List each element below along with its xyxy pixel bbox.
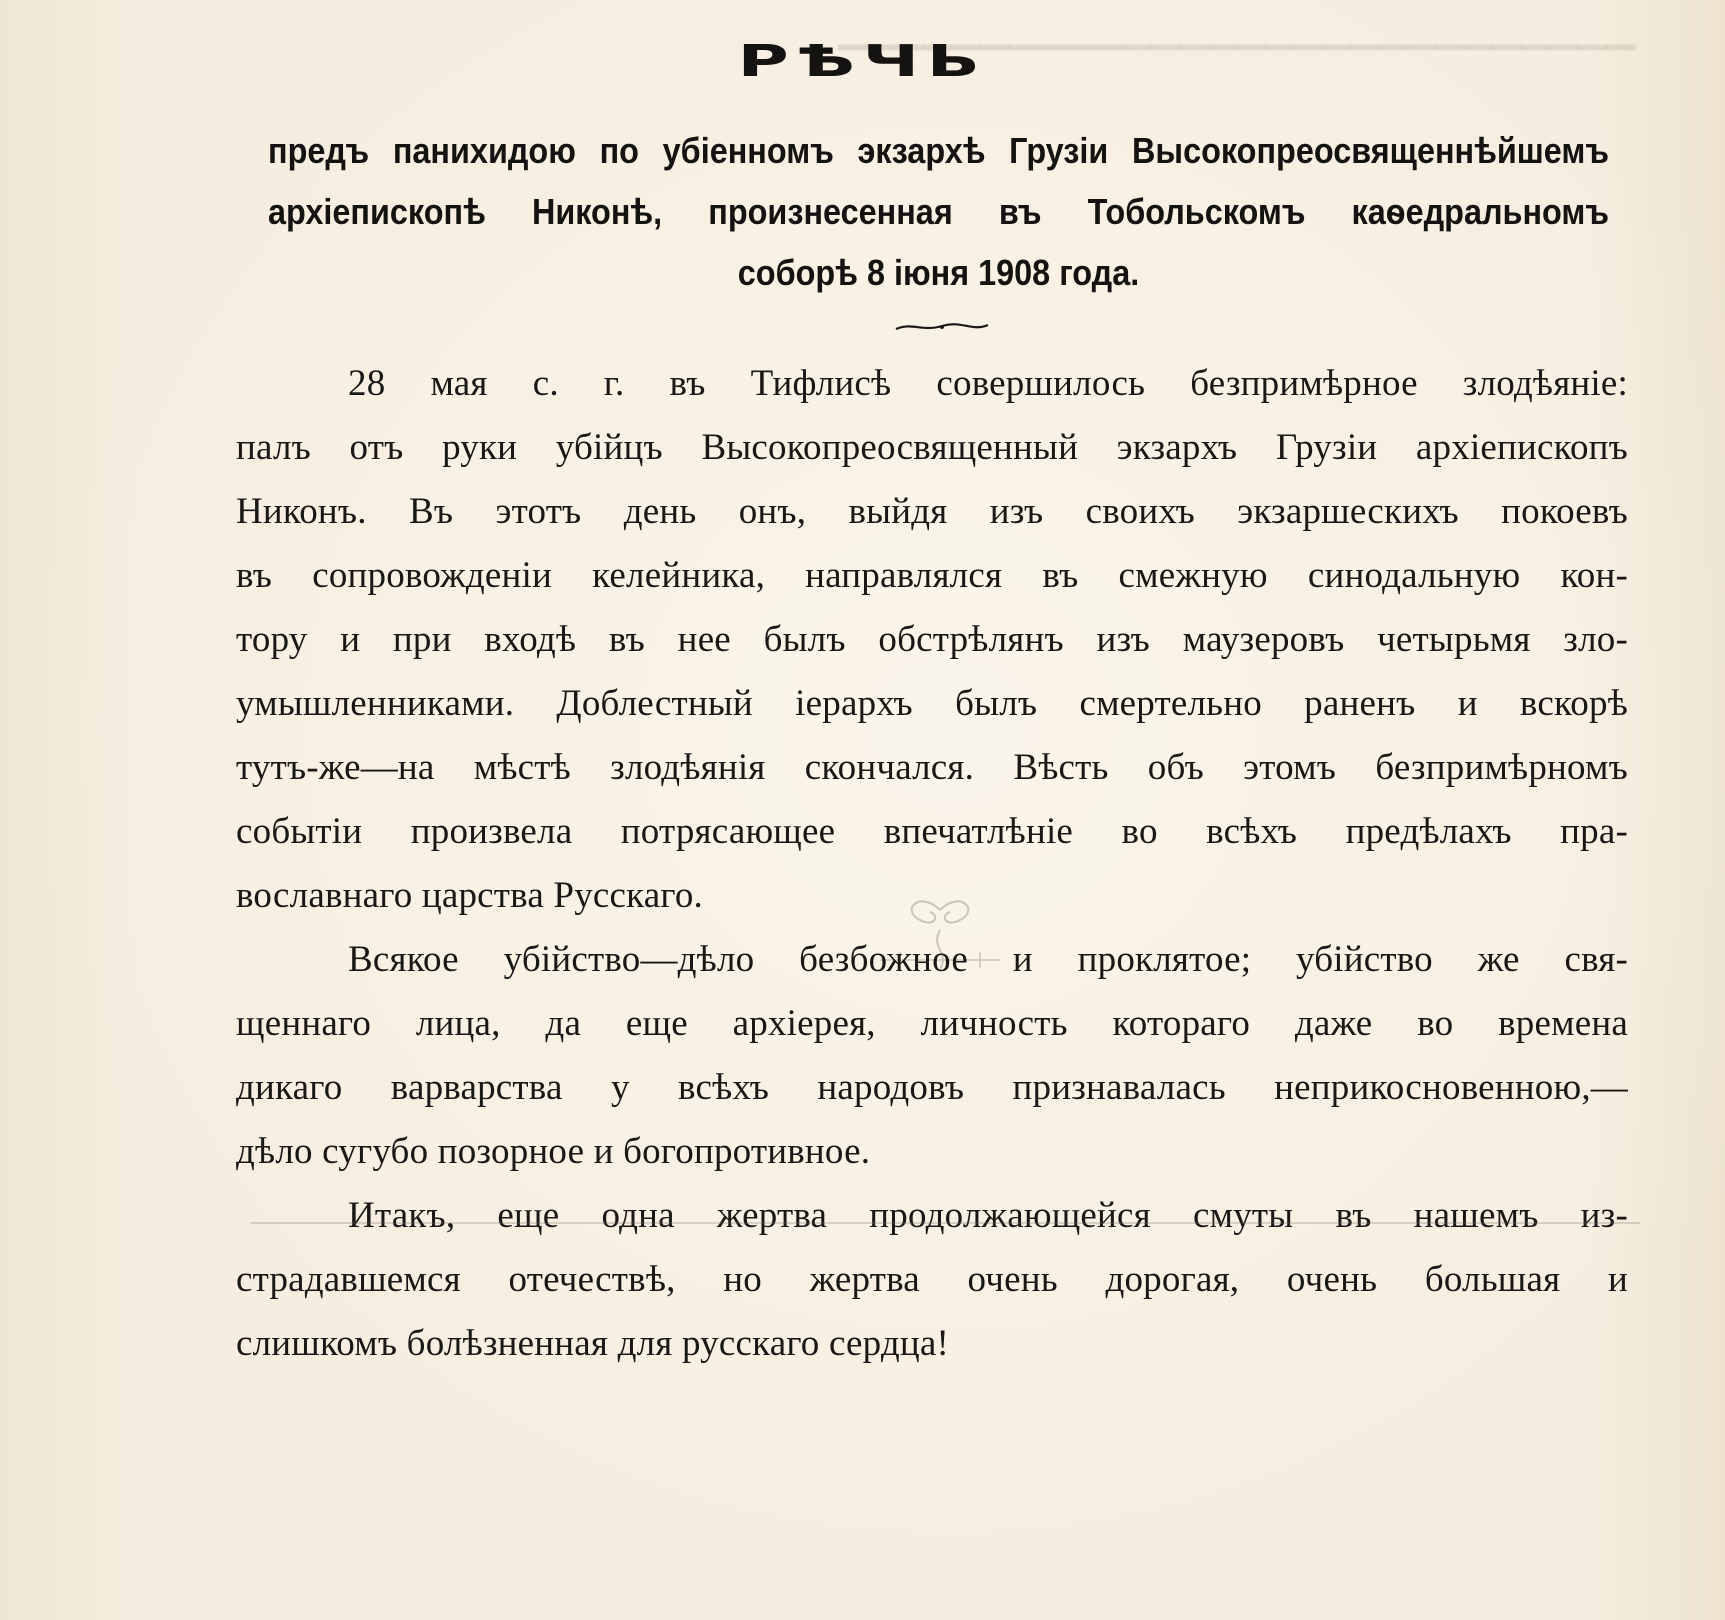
body-line: событіи произвела потрясающее впечатлѣніе во всѣхъ предѣлахъ пра- bbox=[236, 811, 1628, 852]
body-line: тутъ-же—на мѣстѣ злодѣянія скончался. Вѣсть объ этомъ безпримѣрномъ bbox=[236, 747, 1628, 788]
body-line: Никонъ. Въ этотъ день онъ, выйдя изъ своихъ экзаршескихъ покоевъ bbox=[236, 491, 1628, 532]
subheading-line: соборѣ 8 іюня 1908 года. bbox=[737, 252, 1140, 293]
body-line: щеннаго лица, да еще архіерея, личность котораго даже во времена bbox=[236, 1003, 1628, 1044]
body-line: Всякое убійство—дѣло безбожное и проклятое; убійство же свя- bbox=[348, 939, 1628, 980]
body-line: дикаго варварства у всѣхъ народовъ признавалась неприкосновенною,— bbox=[236, 1067, 1628, 1108]
body-line: дѣло сугубо позорное и богопротивное. bbox=[236, 1131, 871, 1172]
body-line: тору и при входѣ въ нее былъ обстрѣлянъ изъ маузеровъ четырьмя зло- bbox=[236, 619, 1628, 660]
bleed-through-decoration: ▁▁▁▁▁▁▁▁▁▁▁▁▁▁▁▁▁▁▁▁▁▁▁▁▁▁▁▁ bbox=[838, 9, 1635, 50]
body-line: страдавшемся отечествѣ, но жертва очень дорогая, очень большая и bbox=[236, 1259, 1628, 1300]
body-line: палъ отъ руки убійцъ Высокопреосвященный экзархъ Грузіи архіепископъ bbox=[236, 427, 1628, 468]
body-line: въ сопровожденіи келейника, направлялся въ смежную синодальную кон- bbox=[236, 555, 1628, 596]
document-subheading bbox=[268, 120, 1609, 303]
divider-ornament bbox=[892, 320, 992, 334]
body-line: Итакъ, еще одна жертва продолжающейся смуты въ нашемъ из- bbox=[348, 1195, 1628, 1236]
body-line: умышленниками. Доблестный іерархъ былъ смертельно раненъ и вскорѣ bbox=[236, 683, 1628, 724]
subheading-line: предъ панихидою по убіенномъ экзархѣ Грузіи Высокопреосвященнѣйшемъ bbox=[268, 130, 1609, 171]
document-heading: РѢЧЬ bbox=[737, 36, 988, 87]
footer-rule-bleed bbox=[250, 1222, 1640, 1224]
subheading-line: архіепископѣ Никонѣ, произнесенная въ Тобольскомъ каѳедральномъ bbox=[268, 191, 1609, 232]
body-line: слишкомъ болѣзненная для русскаго сердца! bbox=[236, 1323, 950, 1364]
body-line: вославнаго царства Русскаго. bbox=[236, 875, 703, 916]
body-line: 28 мая с. г. въ Тифлисѣ совершилось безпримѣрное злодѣяніе: bbox=[348, 363, 1628, 404]
